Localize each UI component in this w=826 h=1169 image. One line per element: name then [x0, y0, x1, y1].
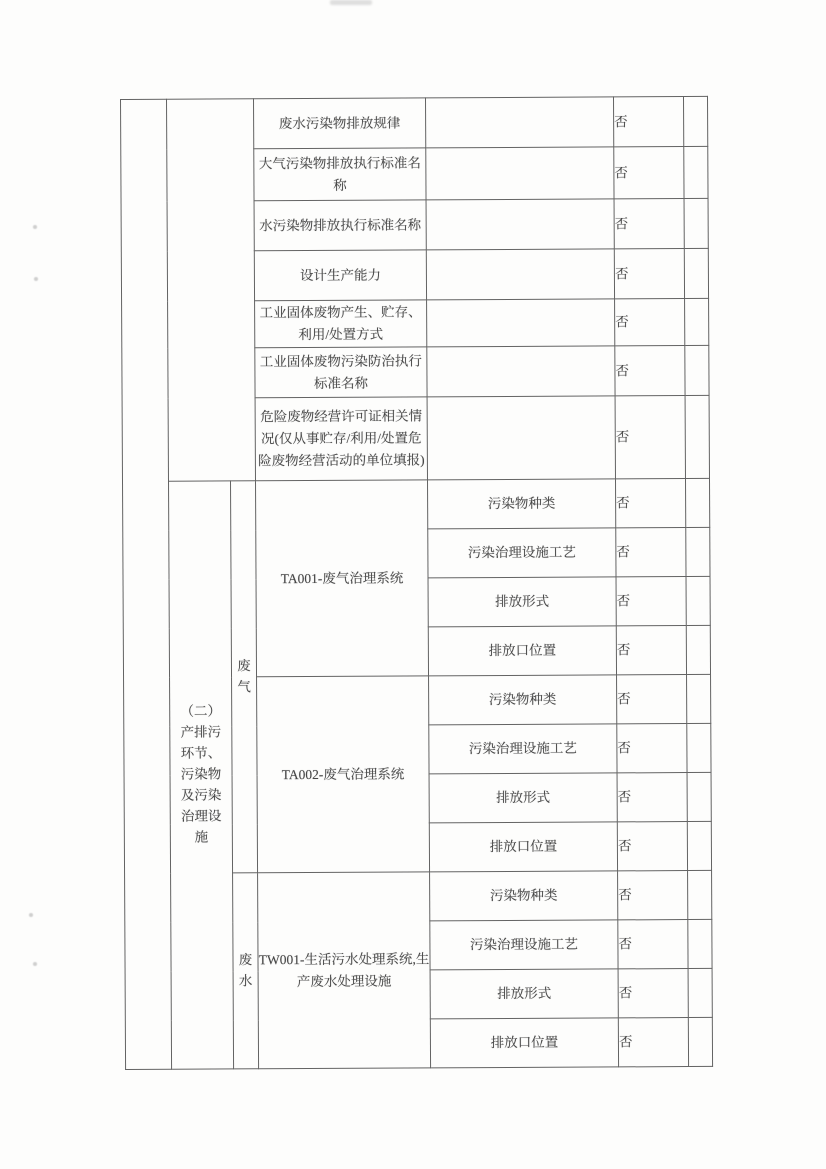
table-row — [123, 478, 710, 530]
answer-cell: 否 — [617, 822, 687, 871]
section-two-label: （二）产排污环节、污染物及污染治理设施 — [180, 703, 222, 845]
scan-smudge — [330, 0, 372, 5]
scan-speck — [34, 277, 38, 281]
category-label: 废气 — [237, 658, 251, 694]
value-cell — [427, 346, 615, 397]
scan-speck — [29, 913, 33, 917]
trailing-cell — [687, 674, 711, 723]
value-cell — [426, 199, 614, 250]
item-label: 水污染物排放执行标准名称 — [254, 200, 426, 251]
answer-cell: 否 — [614, 147, 684, 199]
item-label: 污染物种类 — [430, 871, 618, 921]
value-cell — [425, 97, 613, 148]
trailing-cell — [684, 146, 708, 198]
item-label: 污染治理设施工艺 — [429, 724, 617, 774]
trailing-cell — [684, 198, 708, 248]
item-label: 排放口位置 — [428, 626, 616, 676]
answer-cell: 否 — [616, 626, 686, 675]
trailing-cell — [687, 821, 711, 870]
trailing-cell — [684, 248, 708, 298]
answer-cell: 否 — [615, 299, 685, 346]
form-table-sheet — [120, 96, 713, 1070]
answer-cell: 否 — [618, 1018, 688, 1067]
category-cell-waste-water — [233, 873, 259, 1069]
trailing-cell — [687, 723, 711, 772]
item-label: 排放口位置 — [430, 1018, 618, 1068]
item-label: 污染治理设施工艺 — [428, 528, 616, 578]
trailing-cell — [685, 478, 709, 527]
item-label: 污染物种类 — [427, 479, 615, 529]
value-cell — [427, 299, 615, 347]
answer-cell: 否 — [616, 577, 686, 626]
answer-cell: 否 — [613, 97, 683, 147]
trailing-cell — [687, 772, 711, 821]
item-label: 污染治理设施工艺 — [430, 920, 618, 970]
answer-cell: 否 — [616, 528, 686, 577]
trailing-cell — [686, 527, 710, 576]
answer-cell: 否 — [618, 871, 688, 920]
value-cell — [426, 249, 614, 300]
trailing-cell — [683, 96, 707, 146]
trailing-cell — [688, 1017, 712, 1066]
scan-speck — [33, 225, 37, 229]
facility-cell: TW001-生活污水处理系统,生产废水处理设施 — [258, 872, 431, 1069]
section-label-cell — [169, 481, 234, 1069]
answer-cell: 否 — [618, 969, 688, 1018]
left-margin-cell — [121, 99, 172, 1069]
trailing-cell — [686, 576, 710, 625]
trailing-cell — [685, 395, 709, 478]
item-label: 排放形式 — [429, 773, 617, 823]
item-label: 设计生产能力 — [254, 250, 426, 301]
answer-cell: 否 — [614, 199, 684, 249]
item-label: 工业固体废物污染防治执行标准名称 — [255, 347, 427, 398]
trailing-cell — [686, 625, 710, 674]
answer-cell: 否 — [615, 346, 685, 396]
trailing-cell — [685, 345, 709, 395]
value-cell — [427, 396, 615, 480]
permit-info-table — [120, 96, 713, 1070]
item-label: 排放口位置 — [429, 822, 617, 872]
item-label: 污染物种类 — [429, 675, 617, 725]
answer-cell: 否 — [615, 396, 685, 479]
facility-cell: TA002-废气治理系统 — [257, 676, 430, 873]
answer-cell: 否 — [617, 675, 687, 724]
item-label: 排放形式 — [430, 969, 618, 1019]
value-cell — [426, 147, 614, 200]
trailing-cell — [688, 919, 712, 968]
item-label: 废水污染物排放规律 — [254, 98, 426, 149]
answer-cell: 否 — [614, 249, 684, 299]
answer-cell: 否 — [618, 920, 688, 969]
facility-cell: TA001-废气治理系统 — [256, 480, 429, 677]
answer-cell: 否 — [615, 479, 685, 528]
item-label: 大气污染物排放执行标准名称 — [254, 148, 426, 201]
item-label: 排放形式 — [428, 577, 616, 627]
trailing-cell — [688, 968, 712, 1017]
category-label: 废水 — [238, 952, 253, 988]
answer-cell: 否 — [617, 773, 687, 822]
table-row — [121, 96, 708, 149]
item-label: 工业固体废物产生、贮存、利用/处置方式 — [255, 300, 427, 348]
trailing-cell — [685, 298, 709, 345]
trailing-cell — [688, 870, 712, 919]
item-label: 危险废物经营许可证相关情况(仅从事贮存/利用/处置危险废物经营活动的单位填报) — [255, 397, 427, 481]
category-cell-waste-gas — [231, 481, 258, 873]
section-spacer-cell — [167, 99, 256, 481]
scan-speck — [33, 962, 37, 966]
answer-cell: 否 — [617, 724, 687, 773]
